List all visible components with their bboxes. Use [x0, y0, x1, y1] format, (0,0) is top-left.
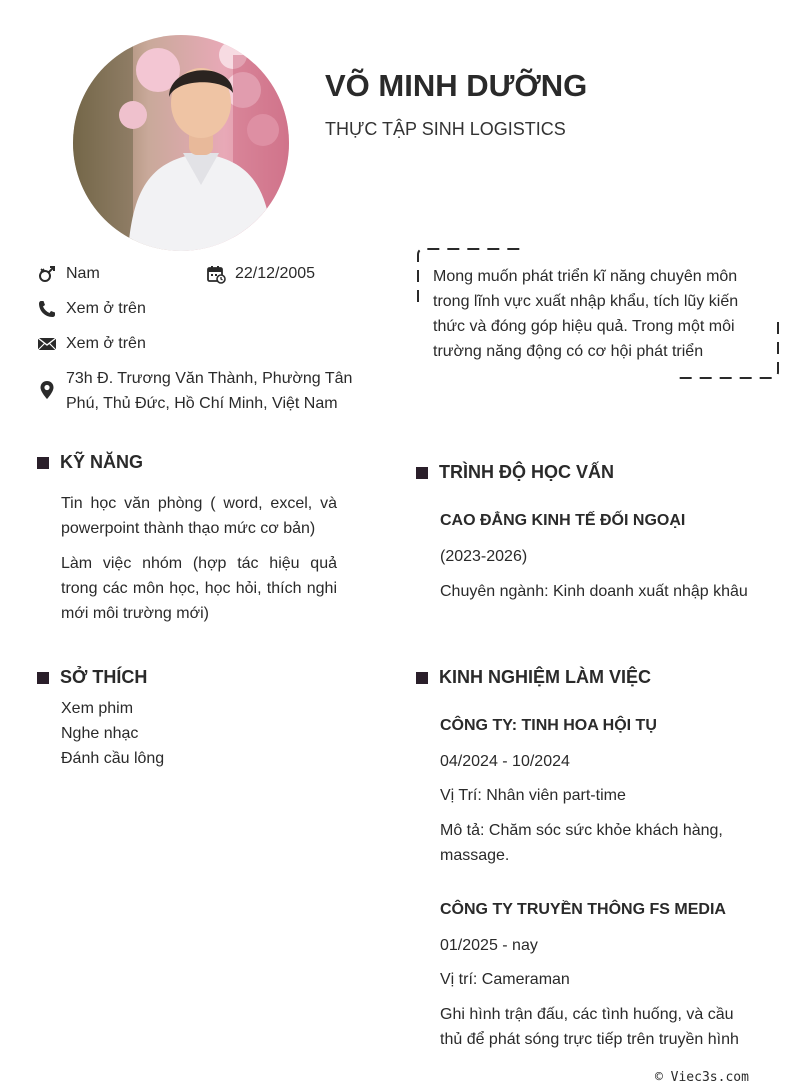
education-years: (2023-2026)	[440, 548, 528, 565]
job-description-line: massage.	[440, 847, 510, 864]
skill-item: Làm việc nhóm (hợp tác hiệu quả trong các môn học, học hỏi, thích nghi mới môi trường mới)	[61, 555, 337, 622]
hobbies-heading	[37, 667, 147, 688]
contact-email	[37, 331, 146, 356]
contact-phone	[37, 296, 146, 321]
education-heading	[416, 462, 614, 483]
career-objective: Mong muốn phát triển kĩ năng chuyên môn trong lĩnh vực xuất nhập khẩu, tích lũy kiến thức và đóng góp hiệu quả. Trong một môi trường năng động có cơ hội phát triển	[433, 268, 739, 360]
footer-watermark: © Viec3s.com	[655, 1070, 749, 1085]
hobby-item: Đánh cầu lông	[61, 750, 165, 767]
skills-heading-text: KỸ NĂNG	[60, 452, 144, 472]
bullet-square	[416, 672, 428, 684]
location-icon	[37, 380, 57, 400]
skills-heading	[37, 452, 143, 473]
birthday-value: 22/12/2005	[235, 265, 316, 282]
experience-heading-text: KINH NGHIỆM LÀM VIỆC	[439, 667, 652, 687]
job-description-line: Mô tả: Chăm sóc sức khỏe khách hàng,	[440, 822, 723, 839]
job-company: CÔNG TY: TINH HOA HỘI TỤ	[440, 717, 657, 734]
job-period: 01/2025 - nay	[440, 937, 538, 954]
address-value	[66, 366, 352, 416]
email-value: Xem ở trên	[66, 335, 146, 352]
skill-item: Tin học văn phòng ( word, excel, và powerpoint thành thạo mức cơ bản)	[61, 495, 337, 537]
email-icon	[37, 334, 57, 354]
bullet-square	[416, 467, 428, 479]
gender-value: Nam	[66, 265, 100, 282]
job-position: Vị trí: Cameraman	[440, 971, 570, 988]
bullet-square	[37, 672, 49, 684]
candidate-name: VÕ MINH DƯỠNG	[325, 68, 588, 103]
job-period: 04/2024 - 10/2024	[440, 753, 570, 770]
hobby-item: Xem phim	[61, 700, 134, 717]
contact-birthday	[206, 261, 315, 286]
contact-address	[37, 366, 377, 416]
address-line-2: Phú, Thủ Đức, Hồ Chí Minh, Việt Nam	[66, 395, 338, 412]
profile-photo	[73, 35, 289, 251]
calendar-icon	[206, 264, 226, 284]
hobby-item: Nghe nhạc	[61, 725, 139, 742]
hobbies-heading-text: SỞ THÍCH	[60, 667, 148, 687]
phone-icon	[37, 299, 57, 319]
education-major: Chuyên ngành: Kinh doanh xuất nhập khâu	[440, 583, 748, 600]
job-description-line: thủ để phát sóng trực tiếp trên truyền hình	[440, 1031, 739, 1048]
job-company: CÔNG TY TRUYỀN THÔNG FS MEDIA	[440, 901, 726, 918]
job-position: Vị Trí: Nhân viên part-time	[440, 787, 626, 804]
contact-gender	[37, 261, 100, 286]
address-line-1: 73h Đ. Trương Văn Thành, Phường Tân	[66, 370, 353, 387]
job-title: THỰC TẬP SINH LOGISTICS	[325, 119, 566, 139]
bullet-square	[37, 457, 49, 469]
school-name: CAO ĐẲNG KINH TẾ ĐỐI NGOẠI	[440, 512, 686, 529]
education-heading-text: TRÌNH ĐỘ HỌC VẤN	[439, 462, 614, 482]
gender-icon	[37, 264, 57, 284]
job-description-line: Ghi hình trận đấu, các tình huống, và cầu	[440, 1006, 734, 1023]
phone-value: Xem ở trên	[66, 300, 146, 317]
experience-heading	[416, 667, 651, 688]
